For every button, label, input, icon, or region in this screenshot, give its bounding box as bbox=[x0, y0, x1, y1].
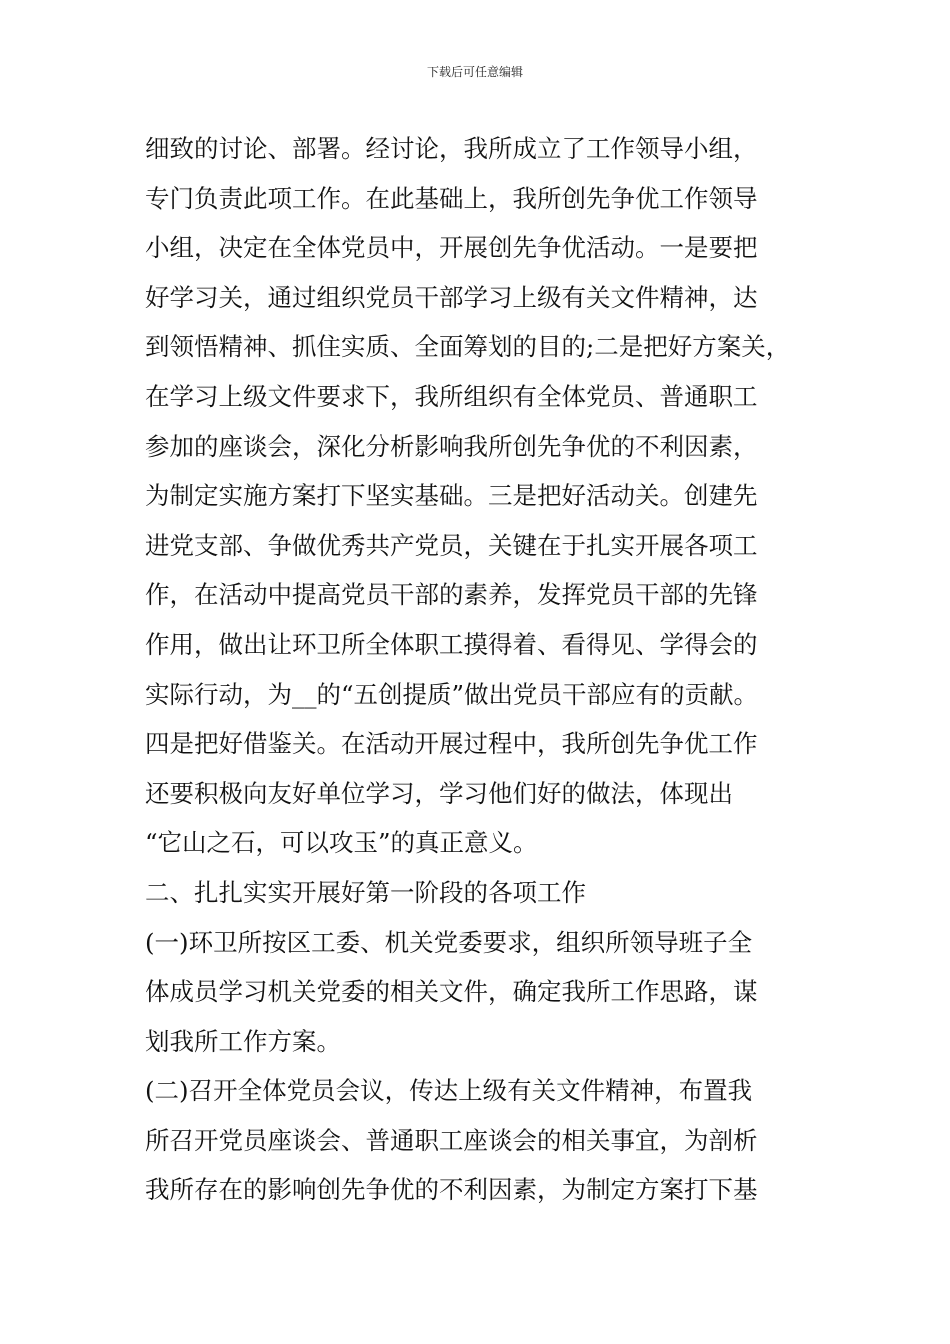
text-line: 所召开党员座谈会、普通职工座谈会的相关事宜，为剖析 bbox=[145, 1125, 758, 1155]
text-line: 体成员学习机关党委的相关文件，确定我所工作思路，谋 bbox=[145, 977, 758, 1007]
text-line: 我所存在的影响创先争优的不利因素，为制定方案打下基 bbox=[145, 1175, 758, 1205]
text-line: 划我所工作方案。 bbox=[145, 1026, 341, 1056]
section-heading: 二、扎扎实实开展好第一阶段的各项工作 bbox=[145, 877, 586, 907]
text-line: 四是把好借鉴关。在活动开展过程中，我所创先争优工作 bbox=[145, 729, 758, 759]
text-line: 在学习上级文件要求下，我所组织有全体党员、普通职工 bbox=[145, 381, 758, 411]
text-line: 为制定实施方案打下坚实基础。三是把好活动关。创建先 bbox=[145, 481, 758, 511]
document-body bbox=[145, 124, 845, 1215]
page-header: 下载后可任意编辑 bbox=[426, 65, 523, 79]
text-line: 作，在活动中提高党员干部的素养，发挥党员干部的先锋 bbox=[145, 580, 758, 610]
text-line: 专门负责此项工作。在此基础上，我所创先争优工作领导 bbox=[145, 183, 758, 213]
text-line: 进党支部、争做优秀共产党员，关键在于扎实开展各项工 bbox=[145, 530, 758, 560]
text-line: 到领悟精神、抓住实质、全面筹划的目的;二是把好方案关， bbox=[145, 332, 791, 362]
text-line: 好学习关，通过组织党员干部学习上级有关文件精神，达 bbox=[145, 282, 758, 312]
text-line: “它山之石，可以攻玉”的真正意义。 bbox=[145, 828, 538, 858]
text-line: 还要积极向友好单位学习，学习他们好的做法，体现出 bbox=[145, 778, 733, 808]
text-line: 参加的座谈会，深化分析影响我所创先争优的不利因素， bbox=[145, 431, 758, 461]
text-line: 作用，做出让环卫所全体职工摸得着、看得见、学得会的 bbox=[145, 629, 758, 659]
text-line: 细致的讨论、部署。经讨论，我所成立了工作领导小组， bbox=[145, 134, 758, 163]
text-line: (一)环卫所按区工委、机关党委要求，组织所领导班子全 bbox=[145, 927, 753, 957]
text-line: 实际行动，为__的“五创提质”做出党员干部应有的贡献。 bbox=[145, 679, 759, 709]
text-line: 小组，决定在全体党员中，开展创先争优活动。一是要把 bbox=[145, 233, 758, 263]
text-line: (二)召开全体党员会议，传达上级有关文件精神，布置我 bbox=[145, 1076, 753, 1106]
